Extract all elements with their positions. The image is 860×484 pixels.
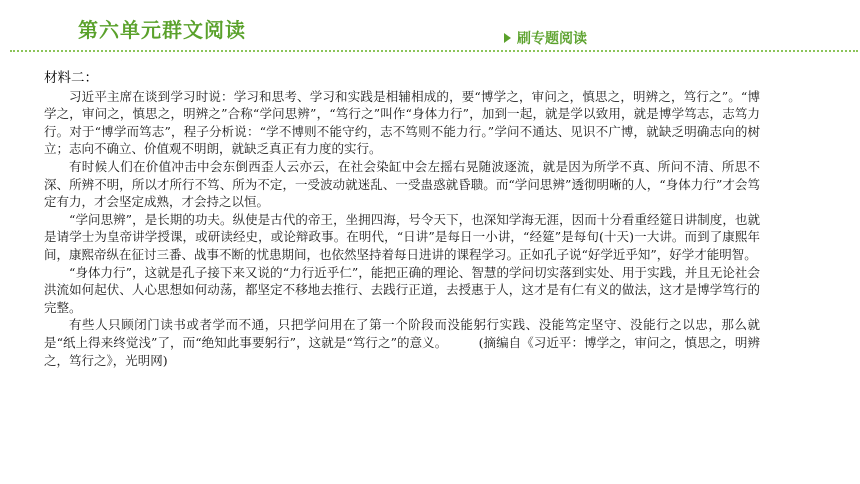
paragraph-4: “身体力行”，这就是孔子接下来又说的“力行近乎仁”，能把正确的理论、智慧的学问切实落到实处、用于实践，并且无论社会洪流如何起伏、人心思想如何动荡，都坚定不移地去推行、去践行正道，去授惠于人，这才是有仁有义的做法，这才是博学笃行的完整。 <box>44 264 760 315</box>
reading-passage <box>44 70 760 369</box>
page-title: 第六单元群文阅读 <box>78 18 246 42</box>
source-citation: (摘编自《习近平：博学之，审问之，慎思之，明辨之，笃行之》，光明网) <box>44 334 760 368</box>
topic-reading-label: 刷专题阅读 <box>517 31 587 47</box>
topic-reading-link[interactable] <box>504 28 587 48</box>
paragraph-2: 有时候人们在价值冲击中会东倒西歪人云亦云，在社会染缸中会左摇右晃随波逐流，就是因为所学不真、所问不清、所思不深、所辨不明，所以才所行不笃、所为不定，一受波动就迷乱、一受蛊惑就昏聩。而“学问思辨”透彻明晰的人，“身体力行”才会笃定有力，才会坚定成熟，才会持之以恒。 <box>44 158 760 210</box>
play-triangle-icon <box>504 33 511 43</box>
paragraph-3: “学问思辨”，是长期的功夫。纵使是古代的帝王，坐拥四海，号令天下，也深知学海无涯，因而十分看重经筵日讲制度，也就是请学士为皇帝讲学授课，或研读经史，或论辩政事。在明代，“日讲”是每日一小讲，“经筵”是每旬(十天)一大讲。而到了康熙年间，康熙帝纵在征讨三番、战事不断的忧患期间，也依然坚持着每日进讲的课程学习。正如孔子说“好学近乎知”，好学才能明智。 <box>44 211 760 262</box>
paragraph-5-text: 有些人只顾闭门读书或者学而不通，只把学问用在了第一个阶段而没能躬行实践、没能笃定坚守、没能行之以忠，那么就是“纸上得来终觉浅”了，而“绝知此事要躬行”，这就是“笃行之”的意义。 <box>44 317 760 350</box>
material-label: 材料二： <box>44 70 98 86</box>
paragraph-1: 习近平主席在谈到学习时说：学习和思考、学习和实践是相辅相成的，要“博学之，审问之，慎思之，明辨之，笃行之”。“博学之，审问之，慎思之，明辨之”合称“学问思辨”，“笃行之”叫作“身体力行”，加到一起，就是学以致用，就是博学笃志，志笃力行。对于“博学而笃志”，程子分析说：“学不博则不能守约，志不笃则不能力行。”学问不通达、见识不广博，就缺乏明确志向的树立；志向不确立、价值观不明朗，就缺乏真正有力度的实行。 <box>44 88 760 157</box>
page-header <box>0 0 860 52</box>
header-divider <box>10 50 858 52</box>
paragraph-5 <box>44 316 760 369</box>
